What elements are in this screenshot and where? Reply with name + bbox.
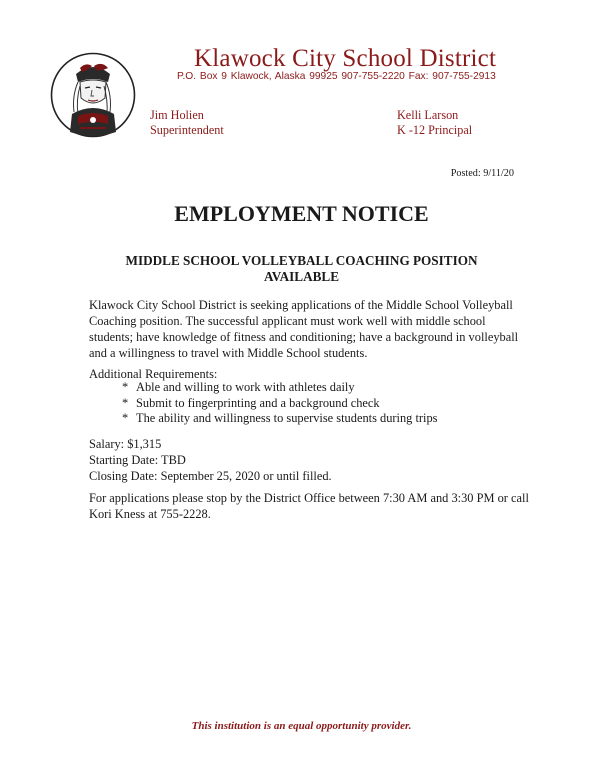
- superintendent-name: Jim Holien: [150, 108, 204, 122]
- starting-date: Starting Date: TBD: [89, 453, 186, 467]
- requirement-text: Submit to fingerprinting and a background check: [136, 395, 380, 410]
- requirements-list: [122, 380, 437, 427]
- posted-date: Posted: 9/11/20: [450, 168, 514, 179]
- tlingit-figure-crest-icon: [50, 52, 136, 138]
- requirements-heading: Additional Requirements:: [89, 367, 218, 381]
- principal-name: Kelli Larson: [397, 108, 459, 122]
- district-name: Klawock City School District: [194, 45, 497, 72]
- position-title: MIDDLE SCHOOL VOLLEYBALL COACHING POSITION AVAILABLE: [125, 253, 478, 284]
- intro-paragraph: Klawock City School District is seeking applications of the Middle School Volleyball Coaching position. The successful applicant must work well with middle school students; have knowledge of fitness and conditioning; have a background in volleyball and a willingness to travel with Middle School students.: [89, 298, 519, 360]
- position-details: [89, 436, 529, 484]
- superintendent-title: Superintendent: [150, 123, 224, 137]
- bullet-icon: *: [122, 395, 129, 410]
- bullet-icon: *: [122, 380, 129, 394]
- superintendent-block: [150, 108, 224, 138]
- notice-title: EMPLOYMENT NOTICE: [174, 201, 429, 226]
- principal-title: K -12 Principal: [397, 123, 473, 137]
- list-item: [122, 411, 437, 427]
- principal-block: [397, 108, 472, 138]
- list-item: [122, 396, 437, 412]
- bullet-icon: *: [122, 411, 129, 425]
- application-instructions: For applications please stop by the District Office between 7:30 AM and 3:30 PM or call Kori Kness at 755-2228.: [89, 491, 529, 521]
- list-item: [122, 380, 437, 396]
- equal-opportunity-statement: This institution is an equal opportunity provider.: [191, 720, 412, 732]
- salary: Salary: $1,315: [89, 437, 162, 451]
- district-contact-line: P.O. Box 9 Klawock, Alaska 99925 907-755-2220 Fax: 907-755-2913: [177, 71, 496, 82]
- requirement-text: The ability and willingness to supervise students during trips: [136, 411, 438, 425]
- requirement-text: Able and willing to work with athletes daily: [136, 380, 355, 394]
- closing-date: Closing Date: September 25, 2020 or until filled.: [89, 469, 332, 483]
